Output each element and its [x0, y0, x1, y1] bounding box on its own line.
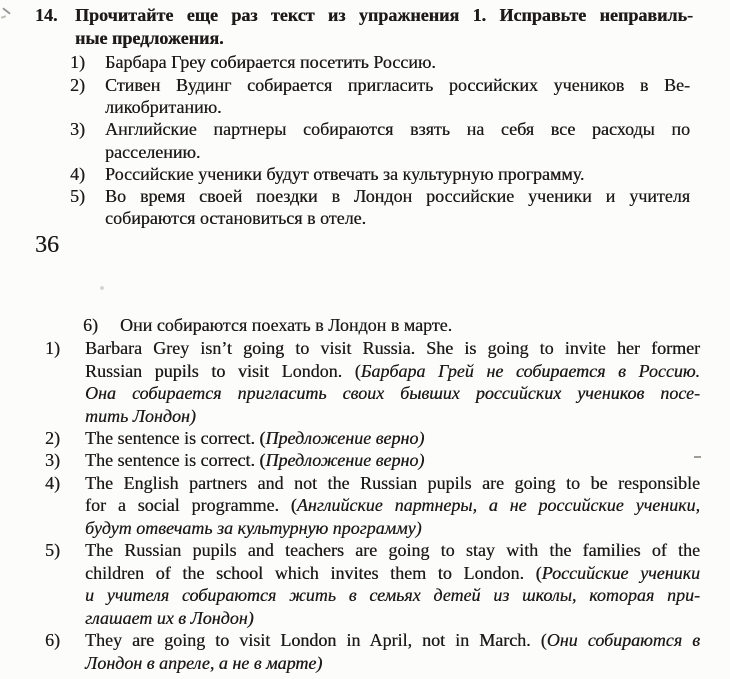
instruction-line: Прочитайте еще раз текст из упражнения 1. Исправьте неправиль- [75, 5, 693, 25]
answer-text-ru: глашает их в Лондон) [85, 608, 254, 628]
answer-text-en: Russian pupils to visit London. ( [85, 361, 361, 381]
answer-line [85, 428, 700, 448]
answer-number: 4) [45, 473, 60, 493]
exercise-number: 14. [35, 5, 58, 25]
scan-artifact [2, 7, 10, 14]
page-number: 36 [35, 232, 59, 258]
answer-text-ru: Барбара Грей не собирается в Россию. [360, 361, 700, 381]
answer-number: 2) [45, 428, 60, 448]
answer-line [85, 495, 700, 515]
answer-text-en: Barbara Grey isn’t going to visit Russia. She is going to invite her former [85, 338, 700, 358]
list-item-line: Барбара Греу собирается посетить Россию. [105, 52, 436, 72]
scan-artifact [1, 15, 6, 19]
answer-line [85, 563, 700, 583]
answer-text-ru: будут отвечать за культурную программу) [85, 518, 422, 538]
list-item-number: 2) [70, 75, 85, 95]
answer-text-ru: Она собирается пригласить своих бывших российских учеников посе- [85, 383, 700, 403]
answer-line [85, 653, 700, 673]
answer-text-en: children of the school which invites them to London. ( [85, 563, 542, 583]
answer-line [85, 361, 700, 381]
list-item-number: 3) [70, 119, 85, 139]
answer-line [85, 585, 700, 605]
answer-line [85, 630, 700, 650]
answer-text-ru: Предложение верно) [265, 450, 425, 470]
list-item-line: расселению. [105, 142, 201, 162]
answer-text-en: for a social programme. ( [85, 495, 297, 515]
answer-text-ru: Предложение верно) [265, 428, 425, 448]
answer-text-ru: и учителя собираются жить в семьях детей из школы, которая при- [85, 585, 700, 605]
answer-text-ru: Английские партнеры, а не российские ученики, [296, 495, 700, 515]
answer-text-ru: Лондон в апреле, а не в марте) [85, 653, 323, 673]
answer-text-en: The English partners and not the Russian pupils are going to be responsible [85, 473, 700, 493]
answer-text-en: The Russian pupils and teachers are going to stay with the families of the [85, 540, 700, 560]
list-item-line: Английские партнеры собираются взять на себя все расходы по [105, 119, 690, 139]
answer-text-ru: Они собираются в [546, 630, 700, 650]
scan-artifact [100, 286, 104, 290]
answer-number: 5) [45, 540, 60, 560]
list-item-line: ликобританию. [105, 97, 222, 117]
answer-line [85, 518, 700, 538]
list-item-line: Российские ученики будут отвечать за культурную программу. [105, 164, 585, 184]
answer-line [85, 383, 700, 403]
list-item-line: Они собираются поехать в Лондон в марте. [120, 315, 453, 335]
answer-line [85, 473, 700, 493]
list-item-number: 5) [70, 186, 85, 206]
answer-line [85, 406, 700, 426]
list-item-number: 4) [70, 164, 85, 184]
answer-text-en: The sentence is correct. ( [85, 450, 266, 470]
answer-text-en: The sentence is correct. ( [85, 428, 266, 448]
answer-line [85, 450, 700, 470]
answer-line [85, 338, 700, 358]
list-item-number: 6) [83, 315, 98, 335]
answer-number: 6) [45, 630, 60, 650]
list-item-line: Стивен Вудинг собирается пригласить российских учеников в Ве- [105, 75, 690, 95]
answer-number: 1) [45, 338, 60, 358]
list-item-line: собираются остановиться в отеле. [105, 208, 367, 228]
answer-text-ru: тить Лондон) [85, 406, 196, 426]
answer-text-ru: Российские ученики [541, 563, 701, 583]
list-item-number: 1) [70, 52, 85, 72]
answer-line [85, 608, 700, 628]
list-item-line: Во время своей поездки в Лондон российские ученики и учителя [105, 186, 690, 206]
answer-number: 3) [45, 450, 60, 470]
instruction-line: ные предложения. [75, 28, 224, 48]
answer-text-en: They are going to visit London in April, not in March. ( [85, 630, 547, 650]
answer-line [85, 540, 700, 560]
